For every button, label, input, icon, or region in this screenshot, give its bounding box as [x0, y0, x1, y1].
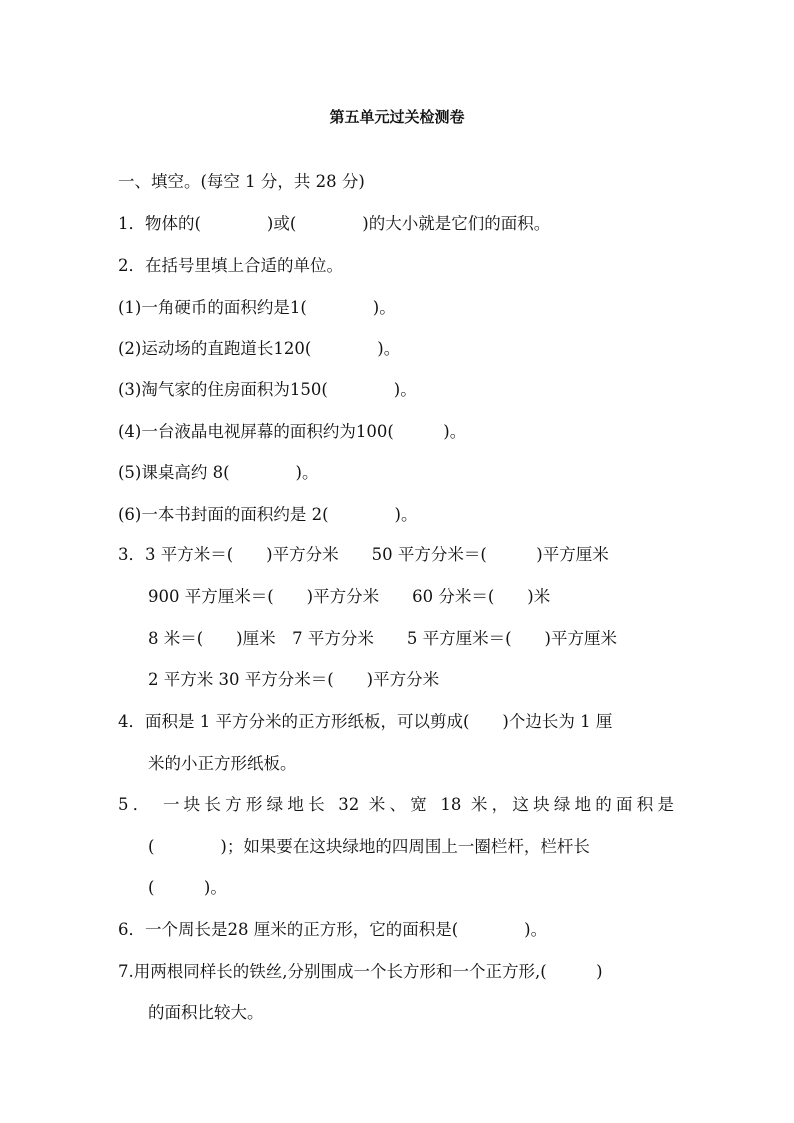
question-2-item: (1)一角硬币的面积约是1( )。: [118, 298, 396, 317]
question-1: 1．物体的( )或( )的大小就是它们的面积。: [118, 214, 551, 233]
question-2-stem: 2．在括号里填上合适的单位。: [118, 256, 343, 275]
question-5-line: ( )；如果要在这块绿地的四周围上一圈栏杆，栏杆长: [148, 837, 590, 856]
section-heading: 一、填空。(每空 1 分，共 28 分): [118, 172, 365, 191]
question-3-line: 900 平方厘米＝( )平方分米 60 分米＝( )米: [148, 587, 551, 606]
question-2-item: (2)运动场的直跑道长120( )。: [118, 339, 401, 358]
question-3-line: 3．3 平方米＝( )平方分米 50 平方分米＝( )平方厘米: [118, 545, 609, 564]
question-4-line: 米的小正方形纸板。: [148, 754, 297, 773]
question-3-line: 2 平方米 30 平方分米＝( )平方分米: [148, 670, 440, 689]
question-2-item: (6)一本书封面的面积约是 2( )。: [118, 505, 418, 524]
question-4-line: 4．面积是 1 平方分米的正方形纸板，可以剪成( )个边长为 1 厘: [118, 712, 613, 731]
question-5-line: 5． 一块长方形绿地长 32 米、宽 18 米，这块绿地的面积是: [118, 795, 674, 814]
question-2-item: (5)课桌高约 8( )。: [118, 463, 319, 482]
question-2-item: (4)一台液晶电视屏幕的面积约为100( )。: [118, 422, 467, 441]
question-6: 6．一个周长是28 厘米的正方形，它的面积是( )。: [118, 920, 548, 939]
question-2-item: (3)淘气家的住房面积为150( )。: [118, 380, 417, 399]
page-title: 第五单元过关检测卷: [329, 108, 465, 126]
question-5-line: ( )。: [148, 878, 227, 897]
question-7-line: 的面积比较大。: [148, 1003, 264, 1022]
question-3-line: 8 米＝( )厘米 7 平方分米 5 平方厘米＝( )平方厘米: [148, 629, 617, 648]
question-7-line: 7.用两根同样长的铁丝,分别围成一个长方形和一个正方形,( ): [118, 962, 603, 981]
